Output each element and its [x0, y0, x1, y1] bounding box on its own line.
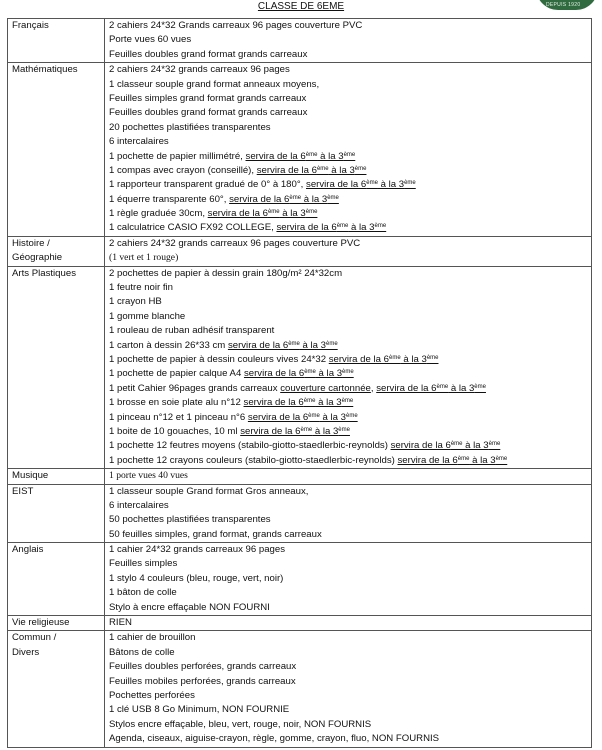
supply-item: Feuilles doubles grand format grands carreaux — [109, 48, 308, 60]
ordinal-suffix: ème — [495, 455, 508, 462]
ordinal-suffix: ème — [289, 194, 302, 201]
ordinal-suffix: ème — [300, 426, 313, 433]
supply-item: 1 équerre transparente 60°, servira de la 6ème à la 3ème — [109, 193, 339, 205]
supply-item: 1 bâton de colle — [109, 587, 177, 599]
subject-name: Commun / — [12, 632, 57, 644]
supply-item: 1 brosse en soie plate alu n°12 servira de la 6ème à la 3ème — [109, 397, 354, 409]
supply-item: Feuilles doubles perforées, grands carreaux — [109, 661, 297, 673]
servira-note: servira de la 6ème à la 3ème — [247, 411, 358, 423]
servira-note: servira de la 6ème à la 3ème — [328, 353, 439, 365]
ordinal-suffix: ème — [426, 354, 439, 361]
supplies-table — [7, 18, 592, 748]
subject-name: Français — [12, 20, 49, 31]
servira-note: servira de la 6ème à la 3ème — [227, 339, 338, 351]
servira-note: servira de la 6ème à la 3ème — [256, 164, 367, 176]
ordinal-suffix: ème — [457, 455, 470, 462]
items-cell — [105, 236, 592, 266]
ordinal-suffix: ème — [343, 151, 356, 158]
ordinal-suffix: ème — [326, 340, 338, 347]
ordinal-suffix: ème — [288, 340, 300, 347]
subject-row — [8, 63, 592, 237]
supply-item: Feuilles simples grand format grands carreaux — [109, 92, 307, 104]
ordinal-suffix: ème — [342, 369, 354, 376]
supply-item: 1 porte vues 40 vues — [109, 470, 188, 482]
supply-item: Bâtons de colle — [109, 646, 175, 658]
ordinal-suffix: ème — [303, 398, 316, 405]
subject-cell — [8, 616, 105, 631]
items-cell — [105, 63, 592, 237]
items-cell — [105, 266, 592, 468]
ordinal-suffix: ème — [436, 383, 449, 390]
servira-note: servira de la 6ème à la 3ème — [229, 193, 339, 205]
supply-item: Porte vues 60 vues — [109, 34, 192, 46]
ordinal-suffix: ème — [327, 194, 339, 201]
ordinal-suffix: ème — [338, 426, 350, 433]
subject-row — [8, 469, 592, 484]
supply-item: Agenda, ciseaux, aiguise-crayon, règle, gomme, crayon, fluo, NON FOURNIS — [109, 733, 440, 745]
subject-name: EIST — [12, 485, 34, 497]
ordinal-suffix: ème — [308, 412, 320, 419]
supply-item: 50 pochettes plastifiées transparentes — [109, 514, 271, 526]
supply-item: 1 classeur souple Grand format Gros anneaux, — [109, 485, 309, 497]
servira-note: servira de la 6ème à la 3ème — [207, 208, 318, 220]
supply-item: Feuilles doubles grand format grands carreaux — [109, 107, 308, 119]
ordinal-suffix: ème — [488, 441, 501, 448]
supply-item: 1 calculatrice CASIO FX92 COLLEGE, servira de la 6ème à la 3ème — [109, 222, 387, 234]
servira-note: servira de la 6ème à la 3ème — [390, 440, 501, 452]
subject-name: Histoire / — [12, 237, 50, 249]
supply-item: 2 cahiers 24*32 Grands carreaux 96 pages couverture PVC — [109, 20, 363, 31]
servira-note: servira de la 6ème à la 3ème — [306, 179, 416, 191]
ordinal-suffix: ème — [450, 441, 463, 448]
servira-note: servira de la 6ème à la 3ème — [276, 222, 387, 234]
subject-cell — [8, 266, 105, 468]
supply-item: 1 carton à dessin 26*33 cm servira de la 6ème à la 3ème — [109, 339, 338, 351]
items-cell — [105, 19, 592, 63]
supply-item: Feuilles simples — [109, 558, 178, 570]
ordinal-suffix: ème — [267, 209, 280, 216]
supply-item: 1 feutre noir fin — [109, 282, 173, 294]
ordinal-suffix: ème — [374, 223, 387, 230]
supply-item: 1 cahier de brouillon — [109, 632, 196, 644]
subject-name: Arts Plastiques — [12, 267, 76, 279]
items-cell — [105, 469, 592, 484]
subject-cell — [8, 484, 105, 543]
ordinal-suffix: ème — [345, 412, 358, 419]
supply-item: 1 pochette 12 feutres moyens (stabilo-giotto-staedlerbic-reynolds) servira de la 6ème à la 3ème — [109, 440, 501, 452]
subject-name: Mathématiques — [12, 64, 78, 76]
supply-item: (1 vert et 1 rouge) — [109, 252, 179, 264]
subject-name: Musique — [12, 470, 49, 482]
ordinal-suffix: ème — [316, 165, 329, 172]
supply-item: Stylo à encre effaçable NON FOURNI — [109, 601, 270, 613]
subject-name: Anglais — [12, 544, 44, 556]
supply-item: 1 pochette de papier calque A4 servira de la 6ème à la 3ème — [109, 368, 354, 380]
supply-item: 20 pochettes plastifiées transparentes — [109, 121, 271, 133]
supply-item: 6 intercalaires — [109, 136, 169, 148]
supply-item: 1 règle graduée 30cm, servira de la 6ème à la 3ème — [109, 208, 318, 220]
supply-item: Feuilles mobiles perforées, grands carreaux — [109, 675, 296, 687]
ordinal-suffix: ème — [336, 223, 349, 230]
supply-item: 1 compas avec crayon (conseillé), servira de la 6ème à la 3ème — [109, 164, 367, 176]
ordinal-suffix: ème — [305, 151, 318, 158]
supply-item: 1 boite de 10 gouaches, 10 ml servira de la 6ème à la 3ème — [109, 425, 350, 437]
supply-item: 1 classeur souple grand format anneaux moyens, — [109, 78, 320, 90]
subject-name: Géographie — [12, 252, 63, 264]
supply-item: Pochettes perforées — [109, 689, 195, 701]
items-cell — [105, 543, 592, 616]
ordinal-suffix: ème — [341, 398, 354, 405]
supply-item: 1 petit Cahier 96pages grands carreaux couverture cartonnée, servira de la 6ème à la 3ème — [109, 382, 486, 394]
servira-note: servira de la 6ème à la 3ème — [240, 425, 350, 437]
servira-note: servira de la 6ème à la 3ème — [397, 454, 508, 466]
items-cell — [105, 616, 592, 631]
supply-item: 50 feuilles simples, grand format, grands carreaux — [109, 528, 322, 540]
ordinal-suffix: ème — [474, 383, 486, 390]
subject-row — [8, 616, 592, 631]
supply-item: 2 cahiers 24*32 grands carreaux 96 pages — [109, 64, 290, 76]
servira-note: servira de la 6ème à la 3ème — [376, 382, 486, 394]
supply-item: 2 cahiers 24*32 grands carreaux 96 pages couverture PVC — [109, 237, 361, 249]
supply-item: 1 gomme blanche — [109, 310, 186, 322]
logo-text: DEPUIS 1920 — [546, 2, 581, 8]
subject-name: Vie religieuse — [12, 617, 70, 629]
subject-row — [8, 19, 592, 63]
supply-item: 1 pochette de papier millimétré, servira de la 6ème à la 3ème — [109, 150, 356, 162]
ordinal-suffix: ème — [366, 180, 378, 187]
subject-cell — [8, 63, 105, 237]
servira-note: servira de la 6ème à la 3ème — [243, 368, 354, 380]
supply-item: 1 pochette de papier à dessin couleurs vives 24*32 servira de la 6ème à la 3ème — [109, 353, 439, 365]
supply-item: 2 pochettes de papier à dessin grain 180g/m² 24*32cm — [109, 267, 343, 279]
page-title: CLASSE DE 6EME — [257, 1, 345, 12]
subject-cell — [8, 236, 105, 266]
subject-cell — [8, 19, 105, 63]
items-cell — [105, 484, 592, 543]
subject-name: Divers — [12, 646, 40, 658]
supply-item: 1 crayon HB — [109, 296, 162, 308]
supply-item: Stylos encre effaçable, bleu, vert, rouge, noir, NON FOURNIS — [109, 718, 372, 730]
supply-item: 1 cahier 24*32 grands carreaux 96 pages — [109, 544, 286, 556]
servira-note: servira de la 6ème à la 3ème — [243, 397, 354, 409]
supply-item: 1 stylo 4 couleurs (bleu, rouge, vert, noir) — [109, 572, 284, 584]
ordinal-suffix: ème — [305, 209, 318, 216]
subject-cell — [8, 543, 105, 616]
subject-cell — [8, 469, 105, 484]
ordinal-suffix: ème — [404, 180, 416, 187]
subject-row — [8, 631, 592, 747]
ordinal-suffix: ème — [354, 165, 367, 172]
supply-item: 1 pochette 12 crayons couleurs (stabilo-giotto-staedlerbic-reynolds) servira de la 6ème à la 3ème — [109, 454, 508, 466]
ordinal-suffix: ème — [304, 369, 316, 376]
supply-item: RIEN — [109, 617, 132, 629]
supplies-table-body — [8, 19, 592, 748]
supply-item: 1 rouleau de ruban adhésif transparent — [109, 325, 275, 337]
items-cell — [105, 631, 592, 747]
subject-row — [8, 484, 592, 543]
subject-row — [8, 266, 592, 468]
servira-note: servira de la 6ème à la 3ème — [245, 150, 356, 162]
subject-cell — [8, 631, 105, 747]
supply-item: 1 clé USB 8 Go Minimum, NON FOURNIE — [109, 704, 290, 716]
subject-row — [8, 236, 592, 266]
subject-row — [8, 543, 592, 616]
supply-item: 1 pinceau n°12 et 1 pinceau n°6 servira de la 6ème à la 3ème — [109, 411, 358, 423]
underlined-text: couverture cartonnée — [280, 382, 371, 394]
supply-item: 6 intercalaires — [109, 499, 169, 511]
ordinal-suffix: ème — [389, 354, 401, 361]
supply-item: 1 rapporteur transparent gradué de 0° à 180°, servira de la 6ème à la 3ème — [109, 179, 416, 191]
